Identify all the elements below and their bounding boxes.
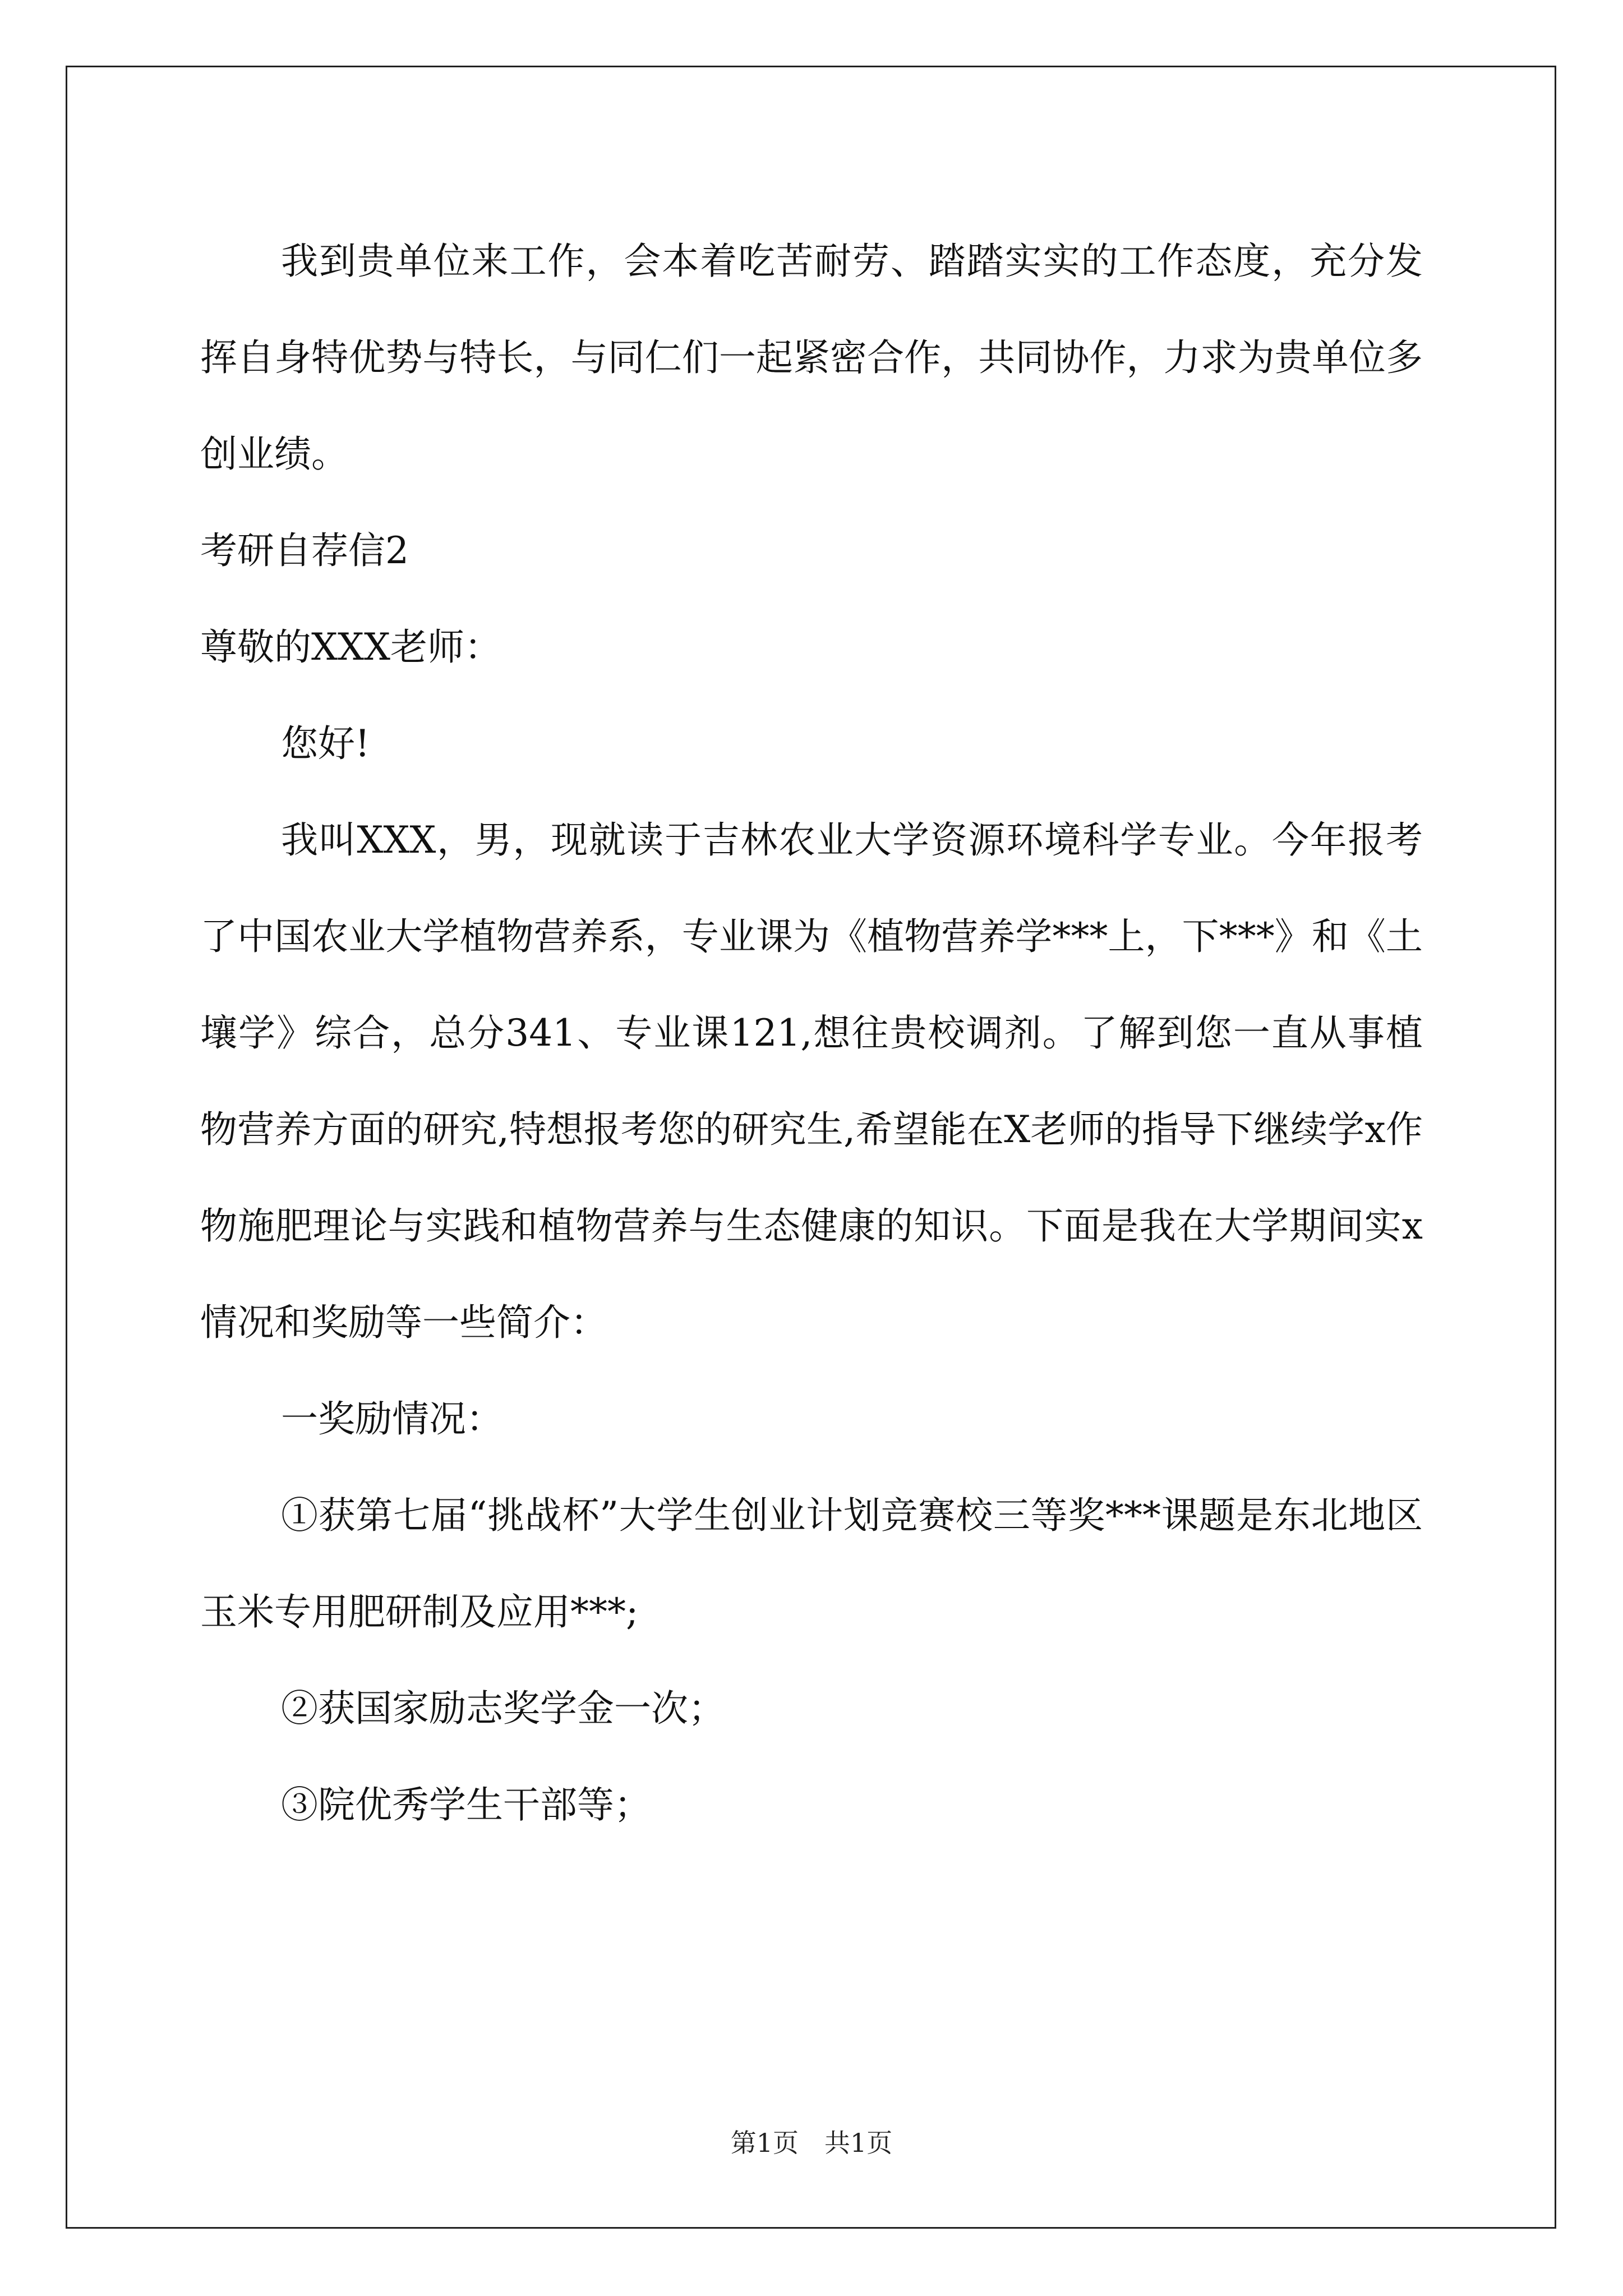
document-body [200,213,1423,1853]
page-number-footer: 第1页 共1页 [730,2128,893,2158]
greeting: 您好! [281,722,370,765]
heading-letter-2: 考研自荐信2 [200,529,409,572]
awards-heading: 一奖励情况： [281,1397,503,1441]
paragraph-self-introduction: 我叫XXX，男，现就读于吉林农业大学资源环境科学专业。今年报考了中国农业大学植物营养系，专业课为《植物营养学***上，下***》和《土壤学》综合，总分341、专业课121,想往贵校调剂。了解到您一直从事植物营养方面的研究,特想报考您的研究生,希望能在X老师的指导下继续学x作物施肥理论与实践和植物营养与生态健康的知识。下面是我在大学期间实x情况和奖励等一些简介： [200,818,1423,1344]
paragraph-intro: 我到贵单位来工作，会本着吃苦耐劳、踏踏实实的工作态度，充分发挥自身特优势与特长，与同仁们一起紧密合作，共同协作，力求为贵单位多创业绩。 [200,240,1423,476]
award-item-2: ②获国家励志奖学金一次； [281,1687,725,1730]
award-item-3: ③院优秀学生干部等； [281,1783,651,1826]
salutation: 尊敬的XXX老师： [200,625,501,669]
award-item-1: ①获第七届“挑战杯”大学生创业计划竞赛校三等奖***课题是东北地区玉米专用肥研制及应用***; [200,1494,1423,1634]
